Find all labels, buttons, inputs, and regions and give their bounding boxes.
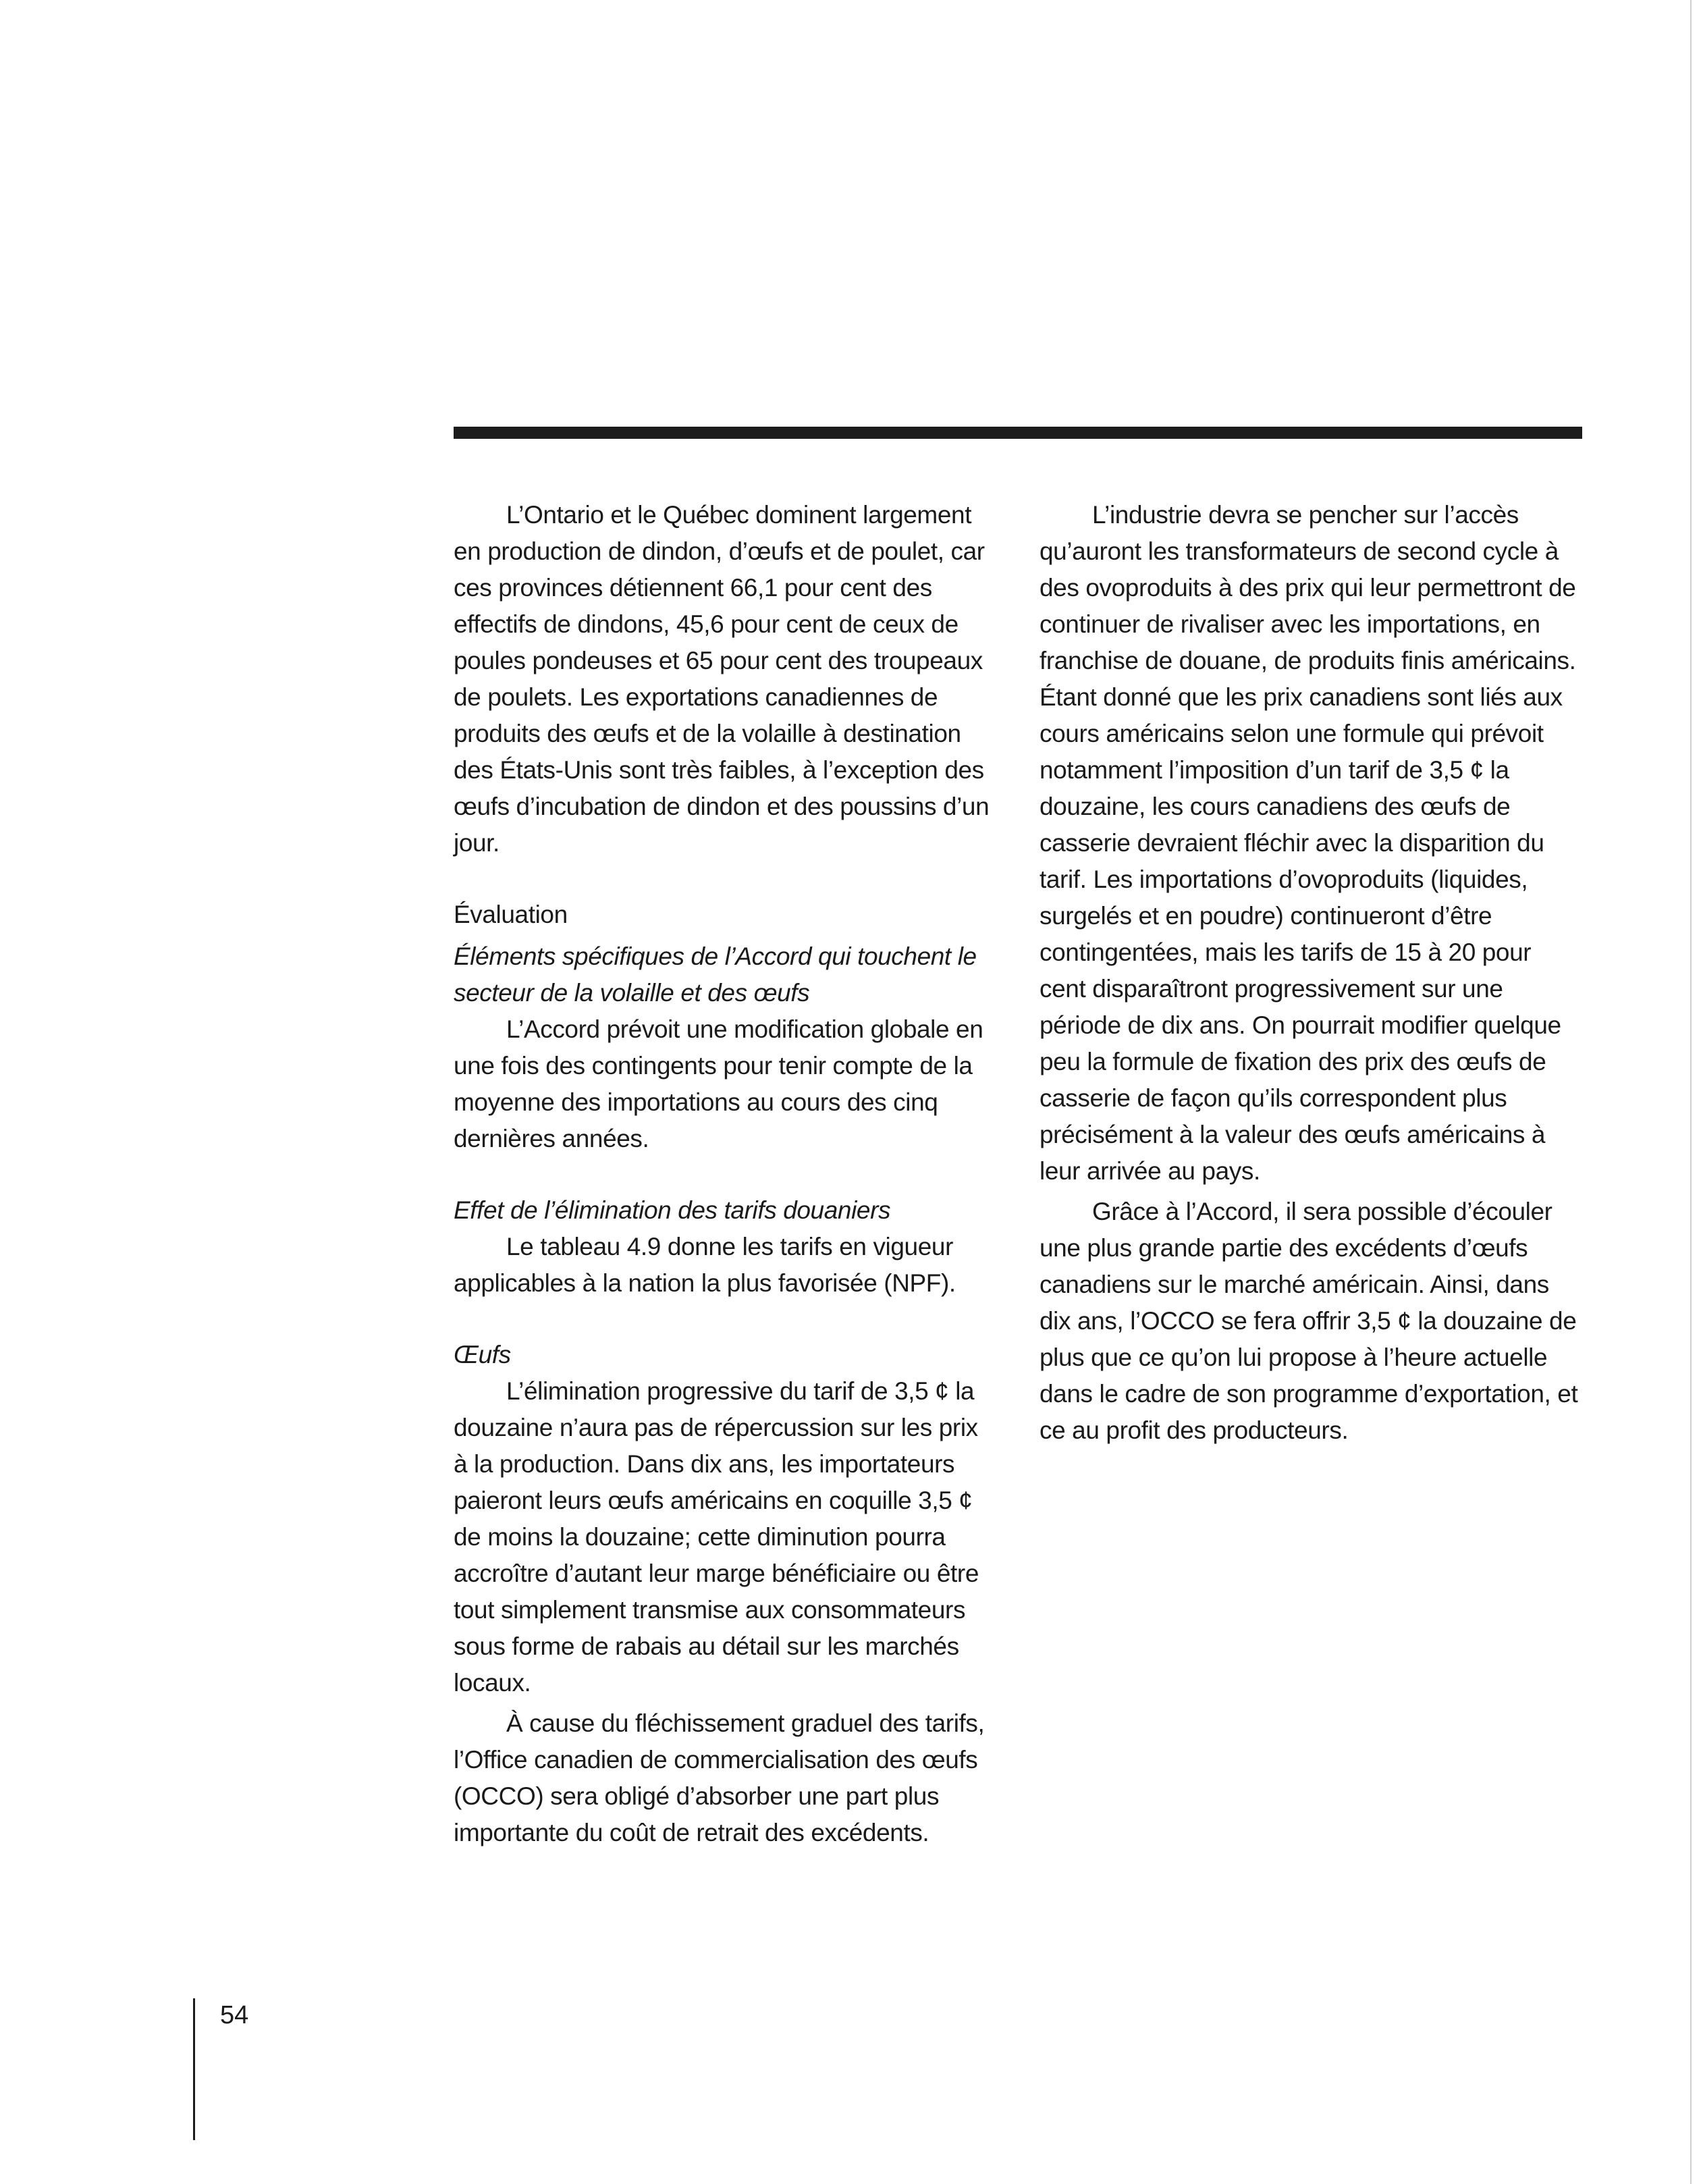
- scan-edge: [1690, 0, 1692, 2184]
- subheading-oeufs: Œufs: [454, 1341, 511, 1368]
- right-column: [1040, 497, 1582, 1449]
- left-column: [454, 497, 998, 1851]
- page-number-rule: [193, 1998, 195, 2140]
- paragraph: L’industrie devra se pencher sur l’accès qu’auront les transformateurs de second cycle à des ovoproduits à des prix qui leur permettront de continuer de rivaliser avec les importations, en franchise de douane, de produits finis américains. Étant donné que les prix canadiens sont liés aux cours américains selon une formule qui prévoit notamment l’imposition d’un tarif de 3,5 ¢ la douzaine, les cours canadiens des œufs de casserie devraient fléchir avec la disparition du tarif. Les importations d’ovoproduits (liquides, surgelés et en poudre) continueront d’être contingentées, mais les tarifs de 15 à 20 pour cent disparaîtront progressivement sur une période de dix ans. On pourrait modifier quelque peu la formule de fixation des prix des œufs de casserie de façon qu’ils correspondent plus précisément à la valeur des œufs américains à leur arrivée au pays.: [1040, 501, 1576, 1185]
- paragraph: Grâce à l’Accord, il sera possible d’écouler une plus grande partie des excédents d’œufs canadiens sur le marché américain. Ainsi, dans dix ans, l’OCCO se fera offrir 3,5 ¢ la douzaine de plus que ce qu’on lui propose à l’heure actuelle dans le cadre de son programme d’exportation, et ce au profit des producteurs.: [1040, 1198, 1578, 1444]
- paragraph: Le tableau 4.9 donne les tarifs en vigueur applicables à la nation la plus favorisée (NPF).: [454, 1233, 956, 1297]
- page-number: 54: [220, 2001, 249, 2029]
- header-rule: [454, 427, 1582, 439]
- paragraph: L’Accord prévoit une modification globale en une fois des contingents pour tenir compte de la moyenne des importations au cours des cinq dernières années.: [454, 1015, 983, 1152]
- paragraph: L’élimination progressive du tarif de 3,5 ¢ la douzaine n’aura pas de répercussion sur les prix à la production. Dans dix ans, les importateurs paieront leurs œufs américains en coquille 3,5 ¢ de moins la douzaine; cette diminution pourra accroître d’autant leur marge bénéficiaire ou être tout simplement transmise aux consommateurs sous forme de rabais au détail sur les marchés locaux.: [454, 1377, 979, 1697]
- paragraph: L’Ontario et le Québec dominent largement en production de dindon, d’œufs et de poulet, car ces provinces détiennent 66,1 pour cent des effectifs de dindons, 45,6 pour cent de ceux de poules pondeuses et 65 pour cent des troupeaux de poulets. Les exportations canadiennes de produits des œufs et de la volaille à destination des États-Unis sont très faibles, à l’exception des œufs d’incubation de dindon et des poussins d’un jour.: [454, 501, 990, 857]
- section-heading-evaluation: Évaluation: [454, 901, 568, 928]
- paragraph: À cause du fléchissement graduel des tarifs, l’Office canadien de commercialisation des œufs (OCCO) sera obligé d’absorber une part plus importante du coût de retrait des excédents.: [454, 1709, 985, 1846]
- subheading-elements: Éléments spécifiques de l’Accord qui touchent le secteur de la volaille et des œufs: [454, 942, 977, 1007]
- subheading-effet: Effet de l’élimination des tarifs douaniers: [454, 1196, 891, 1224]
